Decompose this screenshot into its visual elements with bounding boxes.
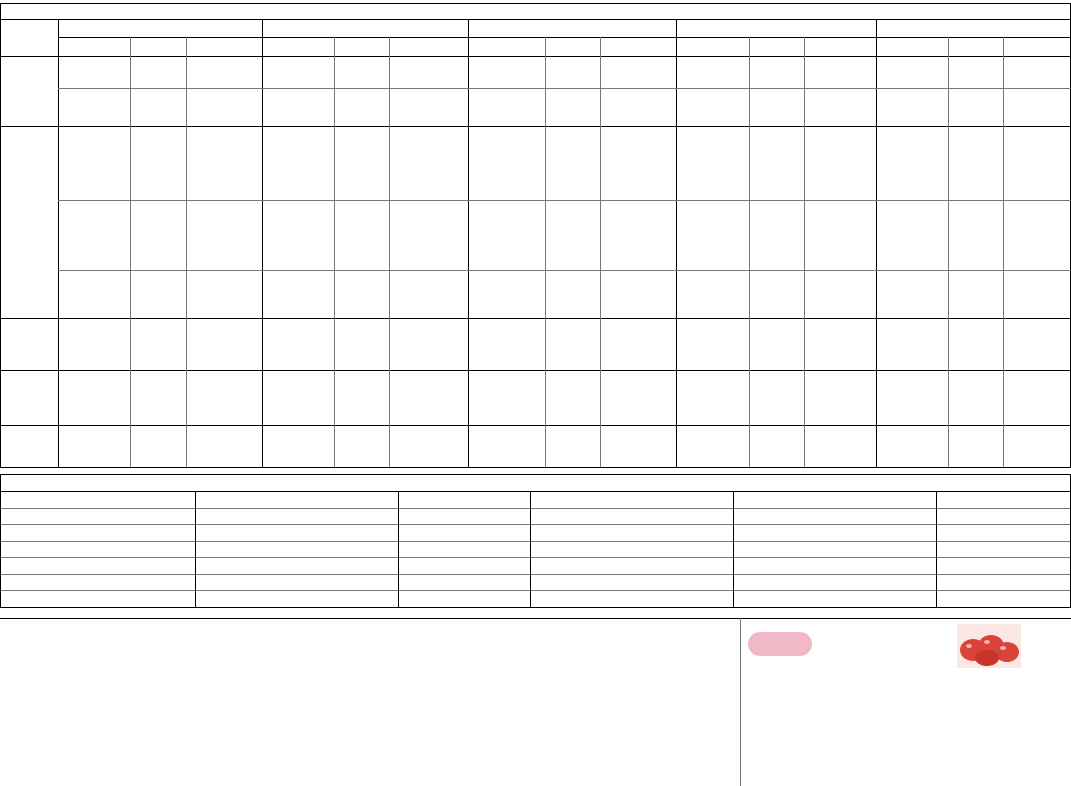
grid-line — [334, 37, 335, 467]
dish-name — [679, 318, 746, 370]
dish-name — [879, 126, 945, 186]
dish-name — [879, 318, 945, 370]
dish-name — [471, 370, 542, 425]
dish-name — [61, 370, 127, 425]
dish-name — [265, 427, 331, 467]
dish-name — [471, 56, 542, 88]
grid-line — [58, 19, 59, 467]
dish-name — [61, 126, 127, 186]
grid-line — [0, 19, 1071, 20]
category-label — [0, 318, 58, 370]
dish-name — [471, 270, 542, 304]
dish-name — [679, 88, 746, 126]
grid-line — [1003, 37, 1004, 467]
grid-line — [948, 37, 949, 467]
dish-name — [679, 370, 746, 425]
category-label — [0, 370, 58, 425]
grid-line — [0, 574, 1071, 575]
grid-line — [0, 467, 1071, 468]
dish-name — [679, 270, 746, 304]
dish-name — [61, 270, 127, 304]
dish-name — [61, 200, 127, 256]
grid-line — [0, 508, 1071, 509]
dish-name — [879, 370, 945, 425]
grid-line — [195, 491, 196, 607]
category-label — [0, 126, 58, 318]
grid-line — [0, 541, 1071, 542]
dish-name — [265, 370, 331, 425]
dish-name — [61, 56, 127, 88]
grid-line — [0, 557, 1071, 558]
grid-line — [0, 3, 1071, 4]
dish-name — [61, 88, 127, 126]
dish-name — [471, 126, 542, 186]
dish-name — [471, 88, 542, 126]
dish-name — [265, 56, 331, 88]
category-label — [0, 425, 58, 467]
grid-line — [804, 37, 805, 467]
grid-line — [600, 37, 601, 467]
grid-line — [398, 491, 399, 607]
grid-line — [262, 19, 263, 467]
grid-line — [0, 618, 1071, 619]
dish-name — [265, 88, 331, 126]
dish-name — [265, 200, 331, 256]
grid-line — [0, 590, 1071, 591]
dish-name — [679, 126, 746, 186]
cherry-tomato-icon — [957, 624, 1021, 668]
grid-line — [0, 474, 1071, 475]
dish-name — [61, 318, 127, 370]
dish-name — [61, 427, 127, 467]
dish-name — [265, 126, 331, 186]
grid-line — [676, 19, 677, 467]
grid-line — [740, 618, 741, 786]
dish-name — [265, 318, 331, 370]
grid-line — [130, 37, 131, 467]
dish-name — [265, 270, 331, 304]
category-label — [0, 56, 58, 126]
grid-line — [0, 425, 1071, 426]
grid-line — [0, 491, 1, 607]
dish-name — [679, 200, 746, 256]
dish-name — [879, 88, 945, 126]
grid-line — [468, 19, 469, 467]
grid-line — [186, 37, 187, 467]
grid-line — [530, 491, 531, 607]
grid-line — [749, 37, 750, 467]
dish-name — [471, 318, 542, 370]
grid-line — [58, 37, 1071, 38]
dish-name — [471, 200, 542, 256]
grid-line — [936, 491, 937, 607]
grid-line — [0, 474, 1, 491]
grid-line — [0, 524, 1071, 525]
dish-name — [879, 200, 945, 256]
dish-name — [471, 427, 542, 467]
dish-name — [879, 56, 945, 88]
dish-name — [679, 56, 746, 88]
tip-badge — [748, 632, 812, 656]
grid-line — [0, 491, 1071, 492]
dish-name — [879, 427, 945, 467]
grid-line — [389, 37, 390, 467]
grid-line — [876, 19, 877, 467]
dish-name — [879, 270, 945, 304]
grid-line — [733, 491, 734, 607]
grid-line — [545, 37, 546, 467]
dish-name — [679, 427, 746, 467]
grid-line — [0, 607, 1071, 608]
